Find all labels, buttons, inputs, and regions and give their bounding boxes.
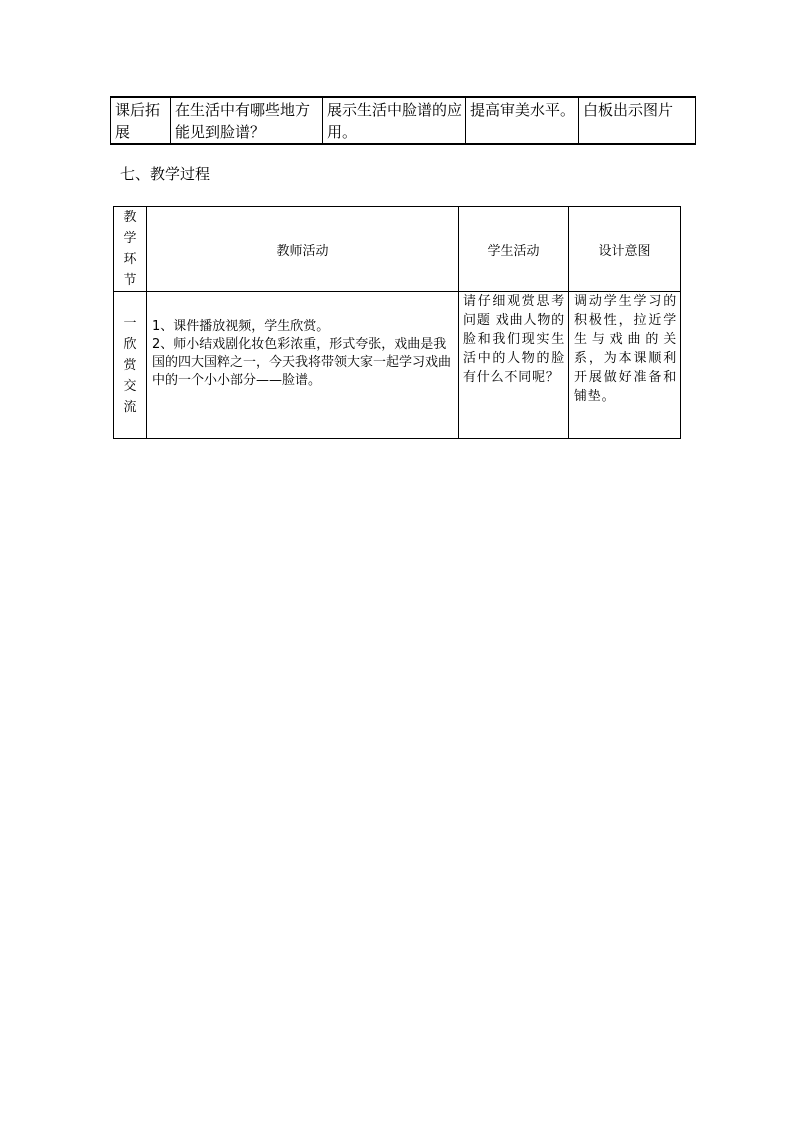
table-row [114, 292, 681, 439]
teacher-line: 2、师小结戏剧化妆色彩浓重，形式夸张，戏曲是我国的四大国粹之一，今天我将带领大家一起学习戏曲中的一个小小部分——脸谱。 [152, 337, 452, 388]
media-cell: 白板出示图片 [579, 97, 696, 144]
question-cell: 在生活中有哪些地方能见到脸谱？ [171, 97, 323, 144]
design-header: 设计意图 [569, 207, 681, 292]
stage-header: 教 学 环 节 [114, 207, 147, 292]
table-row [111, 97, 696, 144]
student-activity-cell: 请仔细观赏思考问题 戏曲人物的脸和我们现实生活中的人物的脸有什么不同呢？ [459, 292, 569, 439]
teacher-activity-cell [147, 292, 459, 439]
teacher-header: 教师活动 [147, 207, 459, 292]
section-heading: 七、教学过程 [120, 165, 211, 183]
header-row [114, 207, 681, 292]
activity-cell: 展示生活中脸谱的应用。 [323, 97, 466, 144]
stage-cell: 课后拓展 [111, 97, 171, 144]
student-header: 学生活动 [459, 207, 569, 292]
stage-cell: 一 欣 赏 交 流 [114, 292, 147, 439]
teacher-line: 1、课件播放视频，学生欣赏。 [152, 319, 330, 334]
extension-table [110, 96, 696, 145]
goal-cell: 提高审美水平。 [466, 97, 579, 144]
teaching-process-table [113, 206, 681, 439]
design-intent-cell: 调动学生学习的积极性，拉近学生与戏曲的关系，为本课顺利开展做好准备和铺垫。 [569, 292, 681, 439]
